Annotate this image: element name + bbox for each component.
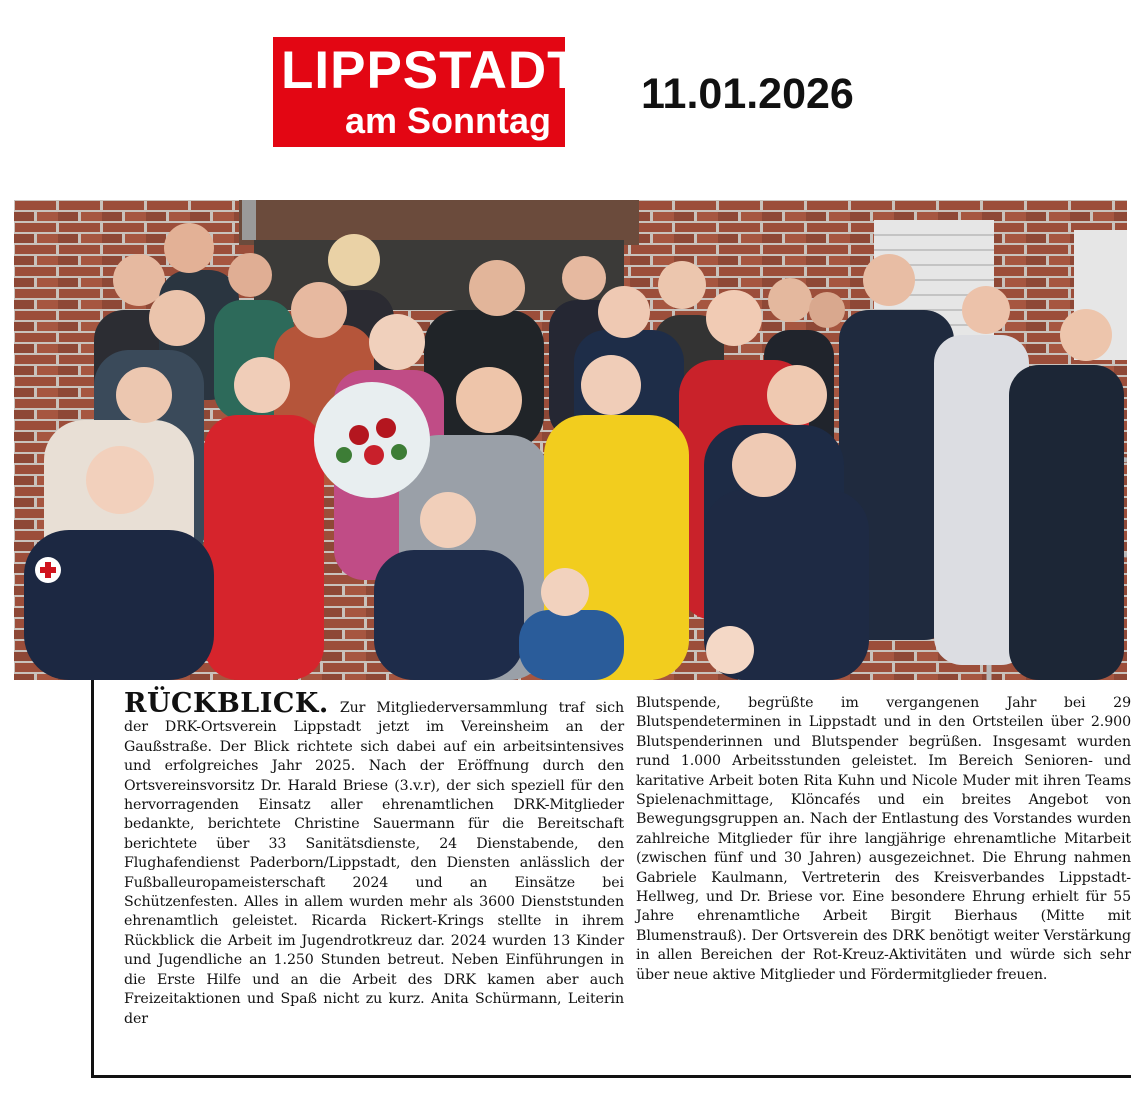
masthead-logo	[273, 37, 581, 147]
issue-date: 11.01.2026	[641, 70, 854, 118]
article-column-right	[636, 694, 1131, 985]
article-box	[91, 680, 1131, 1078]
article-text-left: Zur Mitgliederversammlung traf sich der DRK-Ortsverein Lippstadt jetzt im Vereinsheim an der Gaußstraße. Der Blick richtete sich dabei auf ein arbeitsintensives und erfolgreiches Jahr 2025. Nach der Eröffnung durch den Ortsvereinsvorsitz Dr. Harald Briese (3.v.r), der sich speziell für den hervorragenden Einsatz aller ehrenamtlichen DRK-Mitglieder bedankte, berichtete Christine Sauermann für die Bereitschaft berichtete über 33 Sanitätsdienste, 24 Dienstabende, den Flughafendienst Paderborn/Lippstadt, den Diensten anlässlich der Fußballeuropameisterschaft 2024 und an Einsätze bei Schützenfesten. Alles in allem wurden mehr als 3600 Dienststunden ehrenamtlich geleistet. Ricarda Rickert-Krings stellte in ihrem Rückblick die Arbeit im Jugendrotkreuz dar. 2024 wurden 13 Kinder und Jugendliche an 1.250 Stunden betreut. Neben Einführungen in die Erste Hilfe und an die Arbeit des DRK kamen aber auch Freizeitaktionen und Spaß nicht zu kurz. Anita Schürmann, Leiterin der	[124, 700, 624, 1027]
flower-bouquet-icon	[314, 382, 430, 498]
masthead-title: LIPPSTADT	[281, 41, 581, 100]
article-kicker: RÜCKBLICK.	[124, 688, 329, 719]
group-photo	[14, 200, 1127, 680]
masthead-subtitle: am Sonntag	[344, 100, 551, 141]
article-column-left	[124, 688, 624, 1029]
article-text-right: Blutspende, begrüßte im vergangenen Jahr bei 29 Blutspendeterminen in Lippstadt und in den Ortsteilen über 2.900 Blutspenderinnen und Blutspender begrüßen. Insgesamt wurden rund 1.000 Arbeitsstunden geleistet. Im Bereich Senioren- und karitative Arbeit boten Rita Kuhn und Nicole Muder mit ihren Teams Spielenachmittage, Klöncafés und ein breites Angebot von Bewegungsgruppen an. Nach der Entlastung des Vorstandes wurden zahlreiche Mitglieder für ihre langjährige ehrenamtliche Mitarbeit (zwischen fünf und 30 Jahren) ausgezeichnet. Die Ehrung nahmen Gabriele Kaulmann, Vertreterin des Kreisverbandes Lippstadt-Hellweg, und Dr. Briese vor. Eine besondere Ehrung erhielt für 55 Jahre ehrenamtliche Arbeit Birgit Bierhaus (Mitte mit Blumenstrauß). Der Ortsverein des DRK benötigt weiter Verstärkung in allen Bereichen der Rot-Kreuz-Aktivitäten und würde sich sehr über neue aktive Mitglieder und Fördermitglieder freuen.	[636, 695, 1131, 983]
